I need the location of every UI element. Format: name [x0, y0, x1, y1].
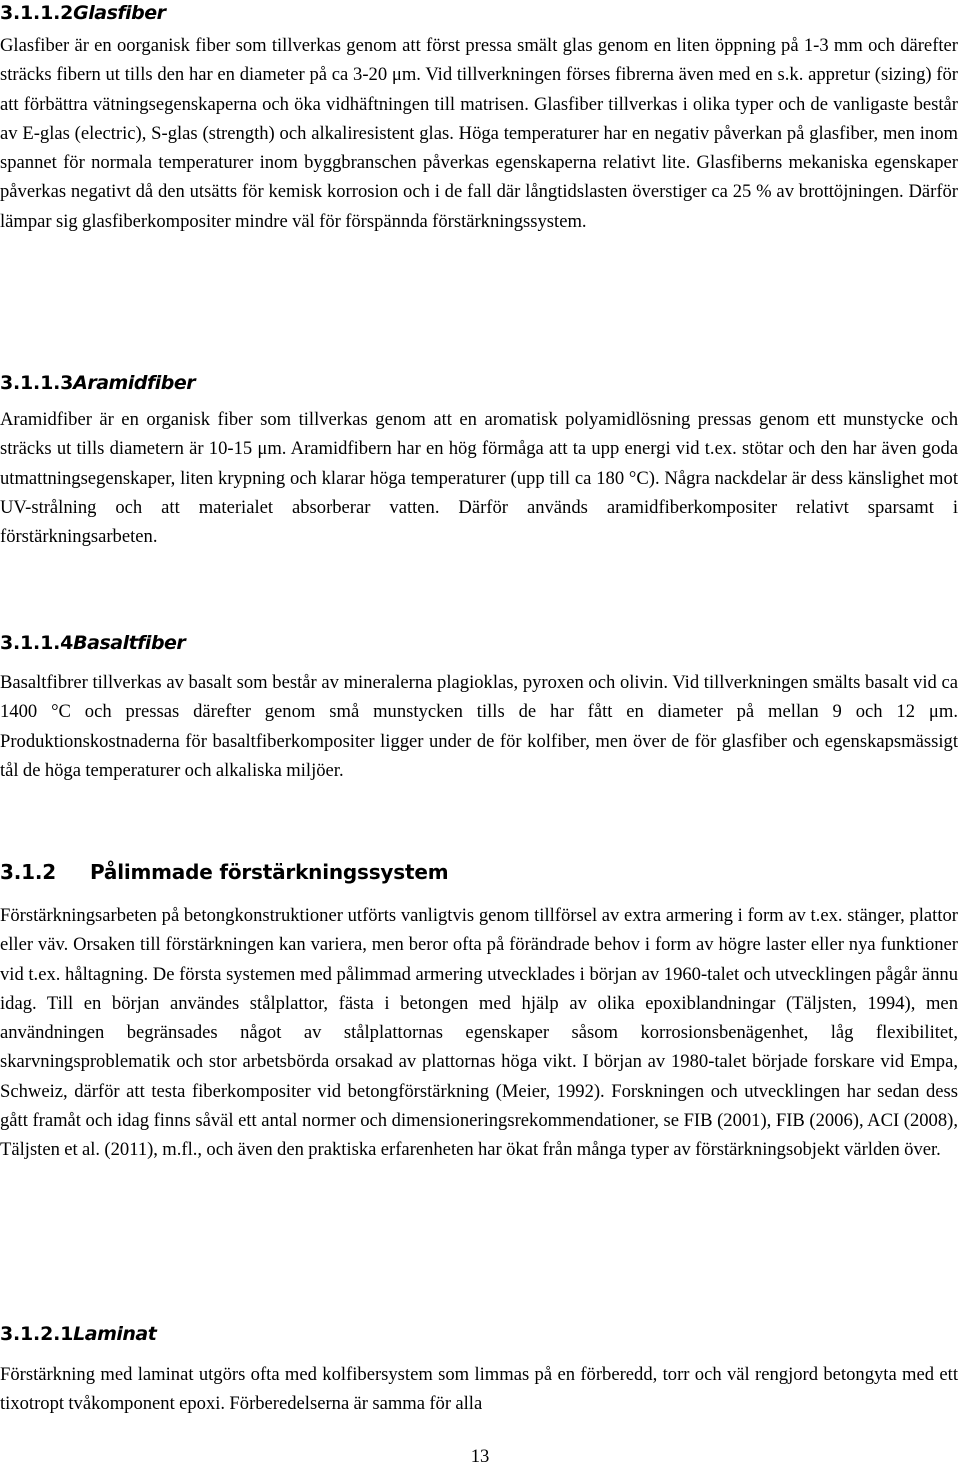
section-number: 3.1.1.3 [0, 372, 74, 394]
section-title: Basaltfiber [73, 632, 186, 654]
section-number: 3.1.2 [0, 860, 56, 884]
paragraph-palimmade: Förstärkningsarbeten på betongkonstruktioner utförts vanligtvis genom tillförsel av extra armering i form av t.ex. stänger, plattor eller väv. Orsaken till förstärkningen kan variera, men beror ofta på förändrade behov i form av högre laster eller nya funktioner vid t.ex. håltagning. De första systemen med pålimmad armering utvecklades i början av 1960-talet och utvecklingen pågår ännu idag. Till en början användes stålplattor, fästa i betongen med hjälp av olika epoxiblandningar (Täljsten, 1994), men användningen begränsades något av stålplattornas egenskaper såsom korrosionsbenägenhet, låg flexibilitet, skarvningsproblematik och stor arbetsbörda orsakad av plattornas höga vikt. I början av 1980-talet började forskare vid Empa, Schweiz, därför att testa fiberkompositer vid betongförstärkning (Meier, 1992). Forskningen och utvecklingen har sedan dess gått framåt och idag finns såväl ett antal normer och dimensioneringsrekommendationer, se FIB (2001), FIB (2006), ACI (2008), Täljsten et al. (2011), m.fl., och även den praktiska erfarenheten har ökat från många typer av förstärkningsobjekt världen över. [0, 905, 958, 1161]
paragraph-basaltfiber: Basaltfibrer tillverkas av basalt som består av mineralerna plagioklas, pyroxen och olivin. Vid tillverkningen smälts basalt vid ca 1400 °C och pressas därefter genom små munstycken tills de har fått en diameter på mellan 9 och 12 μm. Produktionskostnaderna för basaltfiberkompositer ligger under de för kolfiber, men över de för glasfiber och egenskapsmässigt tål de höga temperaturer och alkaliska miljöer. [0, 672, 958, 781]
section-heading-laminat [0, 1322, 156, 1346]
section-number: 3.1.2.1 [0, 1323, 74, 1345]
section-title: Glasfiber [73, 2, 166, 24]
paragraph-aramidfiber: Aramidfiber är en organisk fiber som tillverkas genom att en aromatisk polyamidlösning pressas genom ett munstycke och sträcks ut tills diametern är 10-15 μm. Aramidfibern har en hög förmåga att ta upp energi vid t.ex. stötar och den har även goda utmattningsegenskaper, liten krypning och klarar höga temperaturer (upp till ca 180 °C). Några nackdelar är dess känslighet mot UV-strålning och att materialet absorberar vatten. Därför används aramidfiberkompositer relativt sparsamt i förstärkningsarbeten. [0, 409, 958, 548]
section-heading-aramidfiber [0, 371, 195, 395]
section-heading-basaltfiber [0, 631, 185, 655]
paragraph-glasfiber: Glasfiber är en oorganisk fiber som tillverkas genom att först pressa smält glas genom en liten öppning på 1-3 mm och därefter sträcks fibern ut tills den har en diameter på ca 3-20 μm. Vid tillverkningen förses fibrerna även med en s.k. appretur (sizing) för att förbättra vätningsegenskaperna och öka vidhäftningen till matrisen. Glasfiber tillverkas i olika typer och de vanligaste består av E-glas (electric), S-glas (strength) och alkaliresistent glas. Höga temperaturer har en negativ påverkan på glasfiber, men inom spannet för normala temperaturer inom byggbranschen påverkas egenskaperna relativt lite. Glasfiberns mekaniska egenskaper påverkas negativt då den utsätts för kemisk korrosion och i de fall där långtidslasten överstiger ca 25 % av brottöjningen. Därför lämpar sig glasfiberkompositer mindre väl för förspännda förstärkningssystem. [0, 35, 958, 232]
paragraph-laminat: Förstärkning med laminat utgörs ofta med kolfibersystem som limmas på en förberedd, torr och väl rengjord betongyta med ett tixotropt tvåkomponent epoxi. Förberedelserna är samma för alla [0, 1364, 958, 1415]
section-title: Aramidfiber [73, 372, 196, 394]
section-title: Laminat [73, 1323, 157, 1345]
section-heading-palimmade [0, 860, 448, 884]
page-number: 13 [470, 1446, 490, 1467]
section-number: 3.1.1.2 [0, 2, 74, 24]
section-number: 3.1.1.4 [0, 632, 74, 654]
section-heading-glasfiber [0, 1, 166, 25]
section-title: Pålimmade förstärkningssystem [90, 860, 449, 884]
